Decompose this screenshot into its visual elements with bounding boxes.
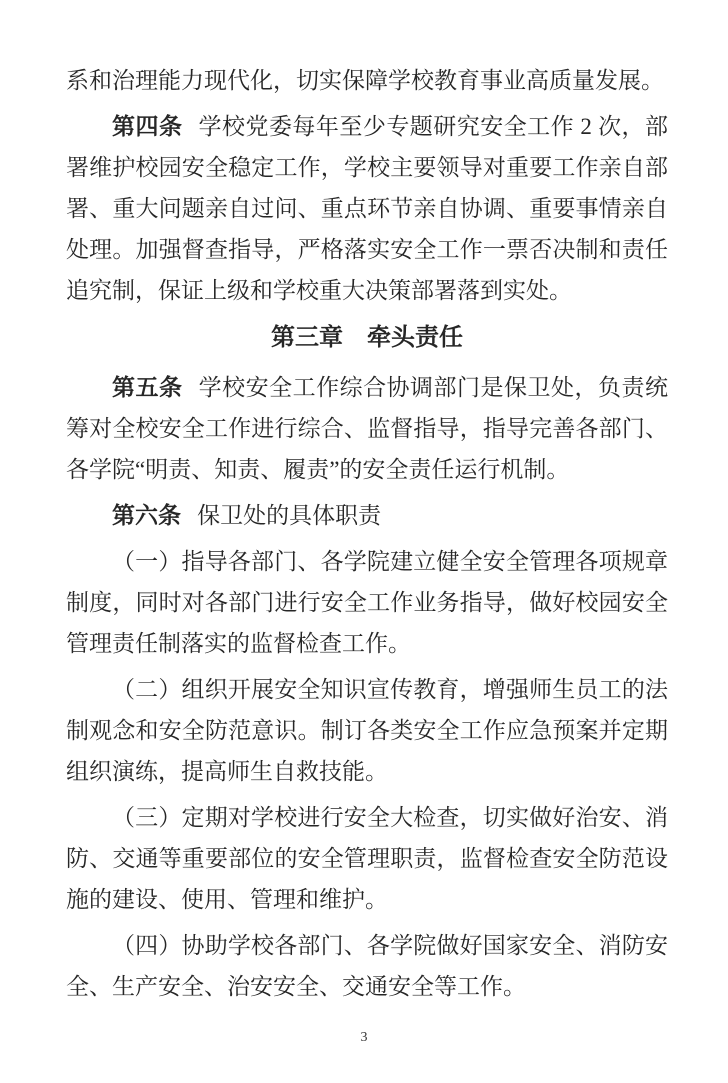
paragraph-duty-item-2: （二）组织开展安全知识宣传教育，增强师生员工的法制观念和安全防范意识。制订各类安全工作应急预案并定期组织演练，提高师生自救技能。 [66,677,668,784]
chapter-3-heading: 第三章 牵头责任 [271,325,463,351]
document-body [66,60,668,1012]
paragraph-article-6 [66,495,668,536]
paragraph-duty-item-1: （一）指导各部门、各学院建立健全安全管理各项规章制度，同时对各部门进行安全工作业务指导，做好校园安全管理责任制落实的监督检查工作。 [66,549,668,656]
paragraph-article-4 [66,106,668,311]
article-5-text: 学校安全工作综合协调部门是保卫处，负责统筹对全校安全工作进行综合、监督指导，指导完善各部门、各学院“明责、知责、履责”的安全责任运行机制。 [66,375,669,482]
paragraph-duty-item-4: （四）协助学校各部门、各学院做好国家安全、消防安全、生产安全、治安安全、交通安全等工作。 [66,933,668,999]
paragraph-article-5 [66,367,668,490]
article-6-number: 第六条 [112,503,181,528]
article-5-number: 第五条 [112,375,183,400]
paragraph-duty-item-3: （三）定期对学校进行安全大检查，切实做好治安、消防、交通等重要部位的安全管理职责，监督检查安全防范设施的建设、使用、管理和维护。 [66,805,668,912]
article-4-number: 第四条 [112,114,183,139]
paragraph-continuation: 系和治理能力现代化，切实保障学校教育事业高质量发展。 [66,68,664,93]
article-6-text: 保卫处的具体职责 [197,503,382,528]
article-4-text: 学校党委每年至少专题研究安全工作 2 次，部署维护校园安全稳定工作，学校主要领导对重要工作亲自部署、重大问题亲自过问、重点环节亲自协调、重要事情亲自处理。加强督查指导，严格落实安全工作一票否决制和责任追究制，保证上级和学校重大决策部署落到实处。 [66,114,669,303]
page-number: 3 [360,1030,368,1045]
